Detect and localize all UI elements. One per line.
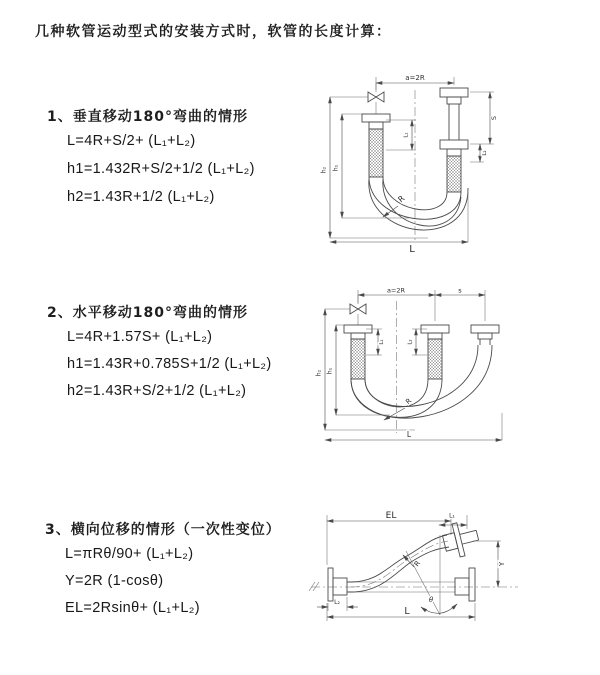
d3-l-witness bbox=[327, 603, 475, 621]
d3-right-flange-hub bbox=[455, 578, 469, 595]
section-2-formula-h2: h2=1.43R+S/2+1/2 (L₁+L₂) bbox=[67, 383, 247, 399]
d1-dim-a2r-label: a=2R bbox=[405, 74, 425, 82]
diagram-vertical-180-bend bbox=[312, 70, 592, 256]
d1-dim-h2-label: h₂ bbox=[320, 166, 328, 174]
d3-right-flange-plate bbox=[469, 568, 475, 601]
d1-right-flange-low bbox=[440, 140, 468, 149]
d2-hose-curve-3 bbox=[365, 345, 478, 406]
d2-dim-l-label: L bbox=[406, 430, 412, 439]
d3-dim-el-label: EL bbox=[385, 511, 397, 521]
section-3-formula-y: Y=2R (1-cosθ) bbox=[65, 573, 164, 589]
d2-top-witness bbox=[358, 290, 485, 321]
d2-h2-witness bbox=[325, 309, 415, 430]
d1-dim-l2-label: L₂ bbox=[482, 150, 488, 156]
d3-dim-l1-label: L₁ bbox=[449, 512, 455, 520]
d2-right-flange-hub bbox=[478, 333, 492, 339]
d1-right-flange-top bbox=[440, 88, 468, 97]
d2-right-pipe-walls bbox=[480, 339, 490, 345]
d2-dim-l2-label: L₂ bbox=[407, 339, 414, 345]
d1-radius-label: R bbox=[396, 193, 407, 205]
d3-upper-flange-plate bbox=[452, 523, 465, 557]
d3-hose-wall-2 bbox=[351, 547, 449, 592]
d3-upper-pipe-stub bbox=[460, 530, 479, 544]
d3-dim-l-label: L bbox=[404, 606, 410, 617]
section-3-formula-l: L=πRθ/90+ (L₁+L₂) bbox=[65, 546, 194, 562]
section-2-heading: 2、水平移动180°弯曲的情形 bbox=[47, 305, 248, 321]
page-title: 几种软管运动型式的安装方式时，软管的长度计算： bbox=[35, 24, 392, 40]
d2-mid-hose-braid bbox=[428, 339, 442, 379]
d3-upper-flange-hub bbox=[442, 533, 458, 551]
d2-dim-s-label: s bbox=[458, 286, 462, 295]
d2-dim-a2r-label: a=2R bbox=[386, 286, 406, 295]
d2-dim-h2-label: h₂ bbox=[315, 369, 323, 377]
d1-dim-h1-label: h₁ bbox=[332, 164, 340, 172]
d2-left-flange-hub bbox=[351, 333, 365, 339]
d1-dim-l1-label: L₁ bbox=[403, 132, 410, 138]
d1-left-flange-hub bbox=[369, 122, 383, 129]
d2-left-hose-braid bbox=[351, 339, 365, 379]
d1-l1-witness bbox=[386, 120, 416, 150]
d1-dim-s-label: S bbox=[490, 115, 498, 121]
d1-right-hose-braid bbox=[447, 156, 461, 192]
d2-hose-curve-4 bbox=[351, 345, 492, 418]
section-3-formula-el: EL=2Rsinθ+ (L₁+L₂) bbox=[65, 600, 200, 616]
d2-valve-icon bbox=[350, 304, 366, 314]
d1-left-flange bbox=[362, 114, 390, 122]
d3-left-flange-hub bbox=[333, 578, 347, 595]
d1-right-pipe-walls bbox=[449, 104, 459, 140]
d1-left-hose-braid bbox=[369, 129, 383, 177]
d3-hose-wall-1 bbox=[351, 535, 447, 582]
diagram-horizontal-180-bend bbox=[312, 283, 600, 453]
section-3-heading: 3、横向位移的情形（一次性变位） bbox=[45, 522, 281, 538]
d1-valve-icon bbox=[368, 92, 384, 102]
d3-centerline-break bbox=[309, 582, 319, 591]
d2-mid-flange-hub bbox=[428, 333, 442, 339]
d3-dim-y-label: Y bbox=[498, 561, 506, 567]
d3-radius-label: R bbox=[412, 559, 423, 569]
diagram-lateral-displacement bbox=[303, 505, 600, 653]
section-1-formula-h2: h2=1.43R+1/2 (L₁+L₂) bbox=[67, 189, 215, 205]
d3-angle-label: θ bbox=[428, 596, 434, 604]
d1-right-flange-low-hub bbox=[447, 149, 461, 156]
section-1-formula-l: L=4R+S/2+ (L₁+L₂) bbox=[67, 133, 196, 149]
d1-right-flange-top-hub bbox=[447, 97, 461, 104]
d3-construction-lines bbox=[406, 535, 440, 615]
d2-dim-h1-label: h₁ bbox=[326, 367, 334, 375]
section-2-formula-h1: h1=1.43R+0.785S+1/2 (L₁+L₂) bbox=[67, 356, 272, 372]
d3-dim-l2-label: L₂ bbox=[334, 599, 340, 606]
d3-swing-arc bbox=[421, 604, 457, 613]
d2-dim-l1-label: L₁ bbox=[379, 339, 385, 345]
d2-right-flange bbox=[471, 325, 499, 333]
section-1-formula-h1: h1=1.432R+S/2+1/2 (L₁+L₂) bbox=[67, 161, 255, 177]
d3-left-flange-plate bbox=[328, 568, 333, 601]
d1-dim-l-label: L bbox=[409, 244, 415, 255]
d2-radius-label: R bbox=[404, 396, 414, 407]
section-1-heading: 1、垂直移动180°弯曲的情形 bbox=[47, 109, 248, 125]
section-2-formula-l: L=4R+1.57S+ (L₁+L₂) bbox=[67, 329, 213, 345]
